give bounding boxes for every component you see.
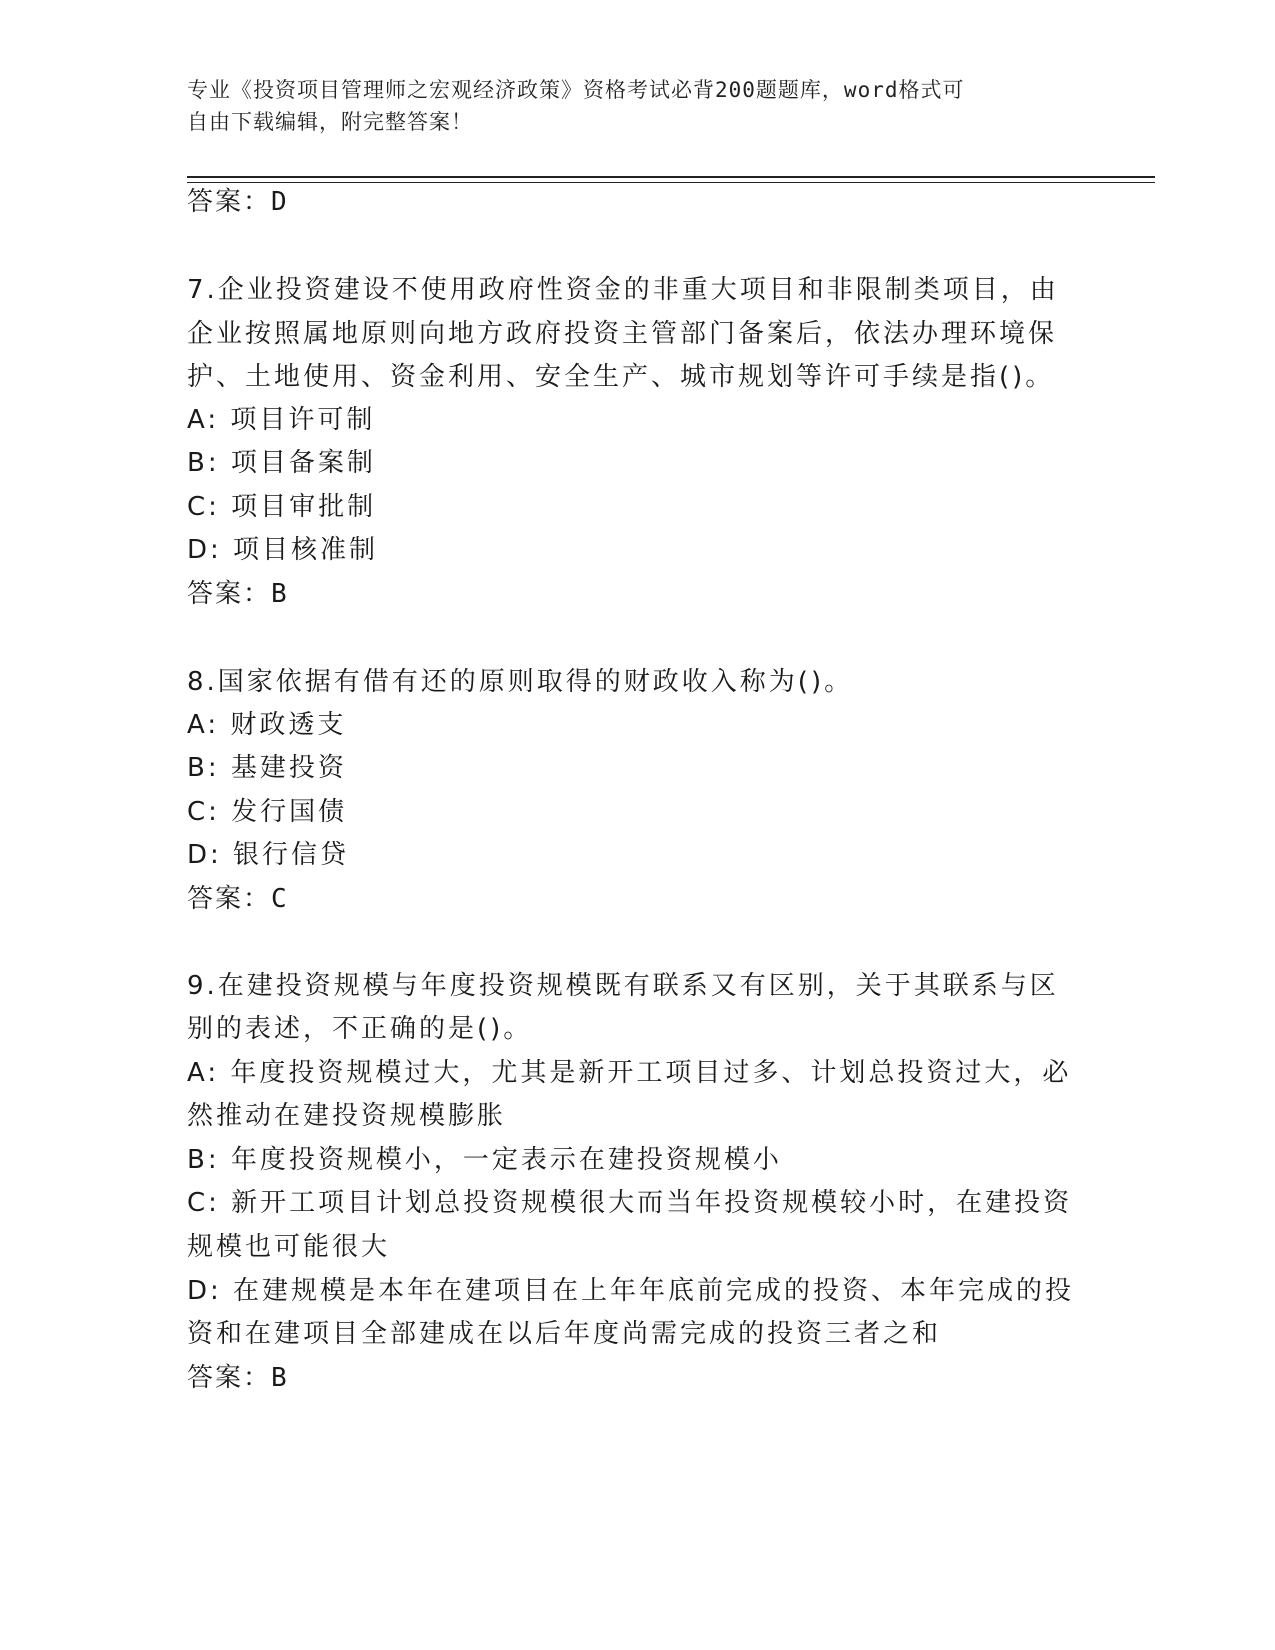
- question-7-stem-line-3: 护、土地使用、资金利用、安全生产、城市规划等许可手续是指()。: [187, 362, 1055, 392]
- question-7-option-c: C: 项目审批制: [187, 492, 377, 522]
- previous-answer: 答案：D: [187, 187, 289, 217]
- question-7-option-b: B: 项目备案制: [187, 448, 376, 478]
- question-9-option-a-line-1: A: 年度投资规模过大，尤其是新开工项目过多、计划总投资过大，必: [187, 1058, 1072, 1088]
- question-8-stem-line-1: 8.国家依据有借有还的原则取得的财政收入称为()。: [187, 667, 854, 697]
- question-8-option-c: C: 发行国债: [187, 797, 348, 827]
- question-9-stem-line-1: 9.在建投资规模与年度投资规模既有联系又有区别，关于其联系与区: [187, 971, 1059, 1001]
- question-7-answer: 答案：B: [187, 579, 289, 609]
- question-9-option-d-line-1: D: 在建规模是本年在建项目在上年年底前完成的投资、本年完成的投: [187, 1276, 1075, 1306]
- question-9-stem-line-2: 别的表述，不正确的是()。: [187, 1014, 533, 1044]
- question-8-option-a: A: 财政透支: [187, 710, 347, 740]
- question-9-option-c-line-2: 规模也可能很大: [187, 1232, 391, 1262]
- question-9-option-a-line-2: 然推动在建投资规模膨胀: [187, 1101, 507, 1131]
- question-7-stem-line-2: 企业按照属地原则向地方政府投资主管部门备案后，依法办理环境保: [187, 319, 1058, 349]
- question-9-option-b: B: 年度投资规模小，一定表示在建投资规模小: [187, 1145, 782, 1175]
- question-7-stem-line-1: 7.企业投资建设不使用政府性资金的非重大项目和非限制类项目，由: [187, 275, 1059, 305]
- question-8-answer: 答案：C: [187, 884, 289, 914]
- question-7-option-a: A: 项目许可制: [187, 405, 376, 435]
- question-9-option-c-line-1: C: 新开工项目计划总投资规模很大而当年投资规模较小时，在建投资: [187, 1188, 1073, 1218]
- header-line-2: 自由下载编辑，附完整答案！: [187, 110, 473, 134]
- question-8-option-d: D: 银行信贷: [187, 840, 350, 870]
- header-divider-thin: [187, 182, 1155, 183]
- header-divider-thick: [187, 176, 1155, 178]
- header-line-1: 专业《投资项目管理师之宏观经济政策》资格考试必背200题题库，word格式可: [187, 78, 965, 102]
- question-9-option-d-line-2: 资和在建项目全部建成在以后年度尚需完成的投资三者之和: [187, 1319, 942, 1349]
- question-7-option-d: D: 项目核准制: [187, 535, 379, 565]
- page-header: [187, 74, 1067, 138]
- question-8-option-b: B: 基建投资: [187, 753, 347, 783]
- question-9-answer: 答案：B: [187, 1363, 289, 1393]
